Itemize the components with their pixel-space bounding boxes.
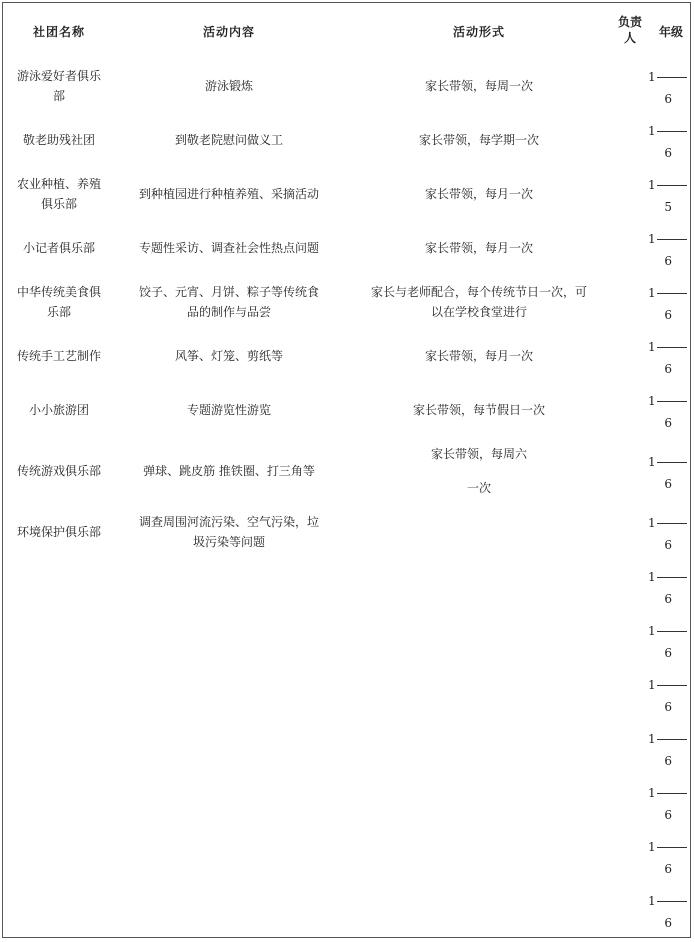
table-row-content: 游泳锻炼 [204,79,253,93]
content-line1: 饺子、元宵、月饼、粽子等传统食 [138,285,319,299]
grade-dash [657,847,687,848]
grade-dash [657,577,687,578]
grade-dash [657,401,687,402]
grade-dash [657,185,687,186]
grade-to: 6 [664,808,672,822]
table-row-club-name [4,174,114,214]
grade-dash [657,685,687,686]
grade-from: 1 [648,394,656,408]
grade-dash [657,523,687,524]
table-row-content: 到敬老院慰问做义工 [174,133,283,147]
grade-to: 6 [664,862,672,876]
header-leader-line1: 负责 [617,15,642,29]
table-row-club-name: 敬老助残社团 [22,133,95,147]
grade-range [648,339,688,379]
grade-dash [657,739,687,740]
grade-range [648,677,688,717]
table-row-club-name: 传统游戏俱乐部 [16,464,101,478]
grade-from: 1 [648,678,656,692]
content-line1: 调查周围河流污染、空气污染，垃 [138,515,319,529]
grade-dash [657,462,687,463]
grade-from: 1 [648,516,656,530]
grade-dash [657,131,687,132]
header-leader-line2: 人 [623,31,636,45]
table-row-content: 弹球、跳皮筋 推铁圈、打三角等 [143,464,315,478]
table-row-form: 家长带领，每月一次 [424,241,533,255]
grade-range [648,454,688,494]
table-row-content: 风筝、灯笼、剪纸等 [174,349,283,363]
table-row-form: 家长带领，每周一次 [424,79,533,93]
grade-range [648,569,688,609]
grade-to: 6 [664,646,672,660]
grade-to: 6 [664,362,672,376]
grade-to: 6 [664,538,672,552]
grade-to: 6 [664,592,672,606]
grade-from: 1 [648,840,656,854]
grade-range [648,839,688,879]
table-row-form: 家长带领，每学期一次 [418,133,539,147]
form-line1: 家长与老师配合，每个传统节日一次，可 [370,285,587,299]
table-row-club-name [4,66,114,106]
club-name-line2: 乐部 [46,305,71,319]
grade-to: 6 [664,92,672,106]
club-name-line1: 农业种植、养殖 [16,177,101,191]
table-row-form [344,282,614,322]
grade-range [648,785,688,825]
header-activity-form: 活动形式 [452,25,505,39]
table-row-club-name: 环境保护俱乐部 [16,525,101,539]
grade-dash [657,347,687,348]
table-row-club-name [4,282,114,322]
header-grade: 年级 [658,25,683,39]
table-row-content: 专题游览性游览 [186,403,271,417]
grade-range [648,393,688,433]
grade-dash [657,901,687,902]
grade-to: 6 [664,254,672,268]
grade-range [648,177,688,217]
grade-dash [657,631,687,632]
header-club-name: 社团名称 [32,25,85,39]
form-line2: 一次 [466,481,491,495]
grade-from: 1 [648,894,656,908]
grade-to: 6 [664,416,672,430]
grade-range [648,123,688,163]
table-row-form [344,444,614,498]
grade-to: 6 [664,916,672,930]
grade-from: 1 [648,232,656,246]
grade-from: 1 [648,570,656,584]
grade-from: 1 [648,70,656,84]
grade-to: 6 [664,146,672,160]
grade-from: 1 [648,178,656,192]
table-row-form: 家长带领，每月一次 [424,349,533,363]
grade-range [648,231,688,271]
grade-dash [657,239,687,240]
grade-range [648,623,688,663]
grade-dash [657,293,687,294]
grade-dash [657,77,687,78]
grade-to: 6 [664,754,672,768]
grade-to: 5 [664,200,672,214]
grade-to: 6 [664,477,672,491]
grade-from: 1 [648,286,656,300]
content-line2: 圾污染等问题 [192,535,265,549]
grade-from: 1 [648,624,656,638]
content-line2: 品的制作与品尝 [186,305,271,319]
form-line2: 以在学校食堂进行 [430,305,527,319]
grade-dash [657,793,687,794]
header-leader [617,14,643,46]
table-row-content [114,282,344,322]
grade-from: 1 [648,340,656,354]
grade-range [648,515,688,555]
club-name-line2: 俱乐部 [40,197,77,211]
club-name-line2: 部 [52,89,65,103]
grade-from: 1 [648,786,656,800]
grade-from: 1 [648,732,656,746]
club-name-line1: 游泳爱好者俱乐 [16,69,101,83]
grade-to: 6 [664,700,672,714]
table-row-form: 家长带领，每节假日一次 [412,403,545,417]
grade-range [648,731,688,771]
grade-range [648,69,688,109]
table-row-club-name: 小小旅游团 [28,403,89,417]
table-row-form: 家长带领，每月一次 [424,187,533,201]
table-row-content: 专题性采访、调查社会性热点问题 [138,241,319,255]
table-row-content [114,512,344,552]
table-row-content: 到种植园进行种植养殖、采摘活动 [138,187,319,201]
form-line1: 家长带领，每周六 [430,447,527,461]
table-row-club-name: 传统手工艺制作 [16,349,101,363]
grade-range [648,285,688,325]
grade-to: 6 [664,308,672,322]
grade-from: 1 [648,124,656,138]
club-name-line1: 中华传统美食俱 [16,285,101,299]
table-row-club-name: 小记者俱乐部 [22,241,95,255]
grade-from: 1 [648,455,656,469]
header-activity-content: 活动内容 [202,25,255,39]
grade-range [648,893,688,933]
